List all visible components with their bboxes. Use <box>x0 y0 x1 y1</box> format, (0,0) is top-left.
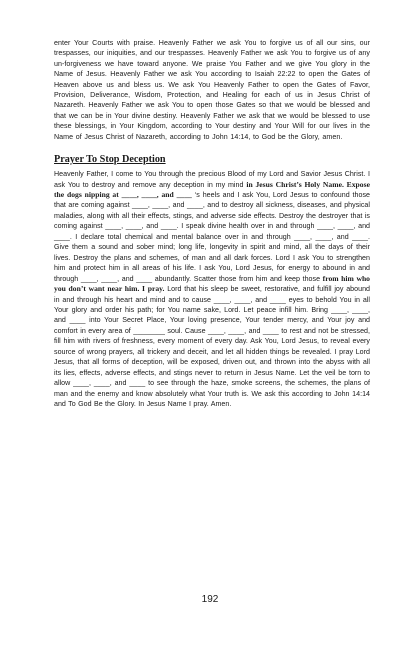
section-heading: Prayer To Stop Deception <box>54 154 166 166</box>
prayer-body-part-2: ‘s heels and I ask You, Lord Jesus to confound those that are coming against ____, ____, and ____, and to destroy all sickness, diseases, and physical maladies, along with all their effects, stings, and adverse side effects. Destroy the destroyer that is coming against ____, ____, and ____. I speak divine health over in and through ____, ____, and ____. I declare total chemical and mental balance over in and through ____, ____, and ____. Give them a sound and sober mind; long life, longevity in spirit and mind, all the days of their lives. Destroy the plans and schemes, of man and all dark forces. Lord I ask You to strengthen him and protect him in all areas of his life. I ask You, Lord Jesus, for energy to abound in and through ____, ____, and ____ abundantly. Scatter those from him and keep those <box>54 190 370 283</box>
page-number: 192 <box>201 594 219 605</box>
prayer-body-part-3: Lord that his sleep be sweet, restorative, and fulfill joy abound in and through his heart and mind and to cause ____, ____, and ____ eyes to behold You in all Your glory and order his path; for You name sake, Lord. Let peace infill him. Bring ____, ____, and ____ into Your Secret Place, Your loving presence, Your tender mercy, and Your joy and comfort in every area of ________ soul. Cause ____, ____, and ____ to rest and not be stressed, fill him with rivers of freshness, every moment of every day. Ask You, Lord Jesus, to reveal every source of wrong prayers, all trickery and deceit, and let all hidden things be revealed. I pray Lord Jesus, that all forms of deception, will be exposed, driven out, and thrown into the abyss with all its lies, effects, adverse effects, and stings never to return in Jesus Name. Let the veil be torn to allow ____, ____, and ____ to see through the haze, smoke screens, the schemes, the plans of man and the enemy and know absolutely what Your truth is. We ask this according to John 14:14 and To God Be the Glory. In Jesus Name I pray. Amen. <box>54 285 370 409</box>
prayer-body-part-1: Heavenly Father, I come to You through the precious Blood of my Lord and Savior Jesus Christ. I ask You to destroy and remove any deception in my mind <box>54 170 370 189</box>
prayer-body-emphasis-1: in Jesus Christ’s Holy Name. Expose the dogs nipping at ____, ____, and ____ <box>54 179 370 199</box>
intro-paragraph: enter Your Courts with praise. Heavenly Father we ask You to forgive us of all our sins, our trespasses, our iniquities, and our trespasses. Heavenly Father we ask You to forgive us of any un-forgiveness we have toward anyone. We praise You Father and we give You glory in the Name of Jesus. Heavenly Father we ask You according to Isaiah 22:22 to open the Gates of Heaven above us and bless us. We ask You Heavenly Father to open the Gates of Favor, Provision, Deliverance, Wisdom, Protection, and Healing for each of us in Jesus Christ of Nazareth. Heavenly Father we ask You to open those Gates so that we would be blessed and that we can be in Your divine destiny. Heavenly Father we ask that we would be blessed to use these blessings, in Your Kingdom, according to Your destiny and Your Will for our lives in the Name of Jesus Christ of Nazareth, according to John 14:14, to God be the Glory, amen. <box>54 39 370 141</box>
prayer-body <box>54 169 370 409</box>
prayer-body-emphasis-2: from him who you don’t want near him. I pray. <box>54 273 371 294</box>
